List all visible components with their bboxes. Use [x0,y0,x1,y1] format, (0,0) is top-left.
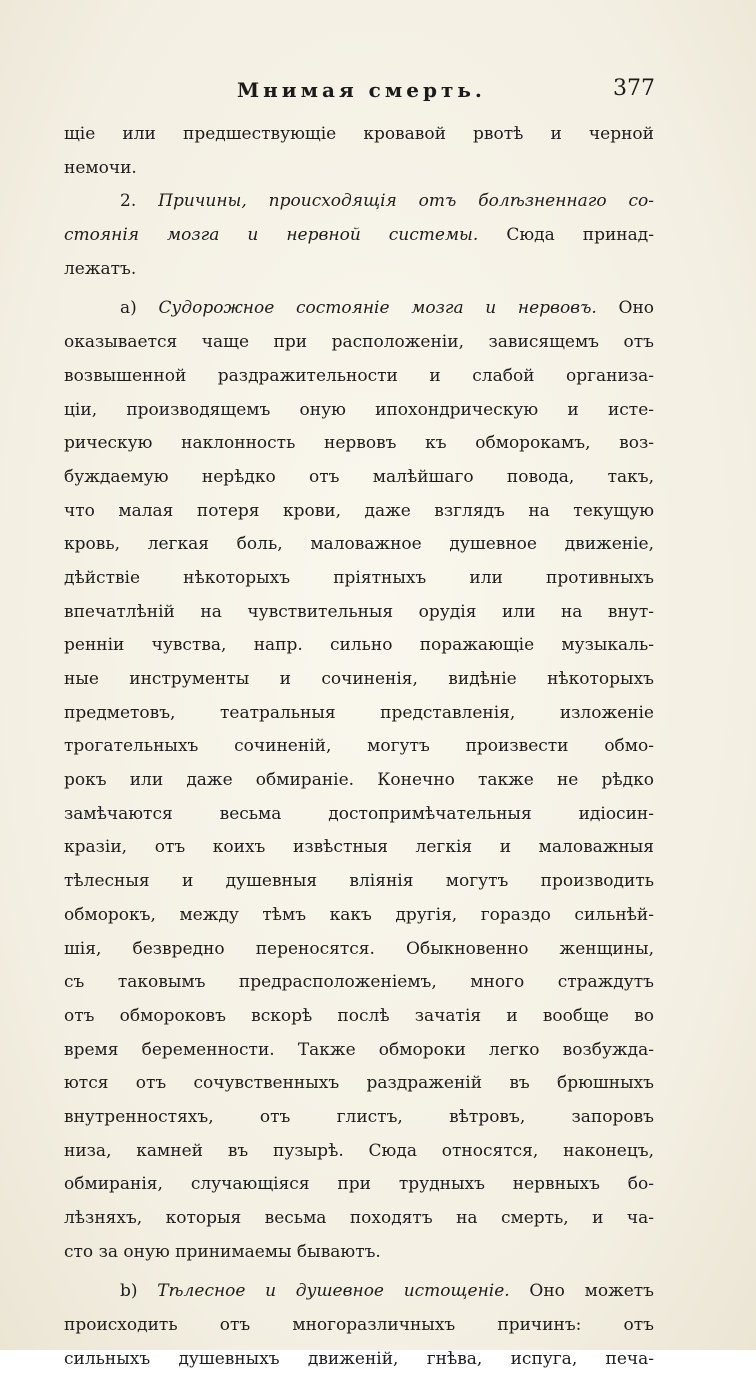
text-line: рическую наклонность нервовъ къ обморокамъ, воз- [64,433,654,454]
text-line: внутренностяхъ, отъ глистъ, вѣтровъ, запоровъ [64,1106,654,1127]
text-line: ются отъ сочувственныхъ раздраженій въ брюшныхъ [64,1073,654,1094]
text-line [64,1275,654,1309]
item-number: 2. [120,191,159,212]
text-line: буждаемую нерѣдко отъ малѣйшаго повода, такъ, [64,466,654,487]
text-fragment: Сюда принад- [478,225,654,246]
text-line: дѣйствіе нѣкоторыхъ пріятныхъ или противныхъ [64,567,654,588]
text-line: тѣлесныя и душевныя вліянія могутъ производить [64,871,654,892]
text-line: трогательныхъ сочиненій, могутъ произвести обмо- [64,736,654,757]
text-line: низа, камней въ пузырѣ. Сюда относятся, наконецъ, [64,1140,654,1161]
text-line: съ таковымъ предрасположеніемъ, много страждутъ [64,972,654,993]
item-letter: b) [120,1281,158,1302]
body-text [64,118,654,1376]
item-letter: a) [120,298,159,319]
text-line: время беременности. Также обмороки легко возбужда- [64,1039,654,1060]
page-header [60,76,660,116]
text-line: обморокъ, между тѣмъ какъ другія, гораздо сильнѣй- [64,904,654,925]
text-fragment: Оно можетъ [509,1281,654,1302]
text-line: ціи, производящемъ оную ипохондрическую и исте- [64,399,654,420]
page-number: 377 [613,76,655,101]
text-line: щіе или предшествующіе кровавой рвотѣ и черной [64,124,654,144]
text-line [64,292,654,326]
text-line: предметовъ, театральныя представленія, изложеніе [64,702,654,723]
text-line: оказывается чаще при расположеніи, зависящемъ отъ [64,332,654,353]
section-heading: стоянія мозга и нервной системы. [64,225,479,246]
text-line: происходить отъ многоразличныхъ причинъ: отъ [64,1315,654,1336]
text-line: сильныхъ душевныхъ движеній, гнѣва, испуга, печа- [64,1348,654,1369]
text-line [64,219,654,253]
text-line: что малая потеря крови, даже взглядъ на текущую [64,500,654,521]
text-line: сто за оную принимаемы бываютъ. [64,1241,381,1262]
running-title: Мнимая смерть. [237,78,486,102]
text-fragment: Оно [596,298,655,319]
subsection-heading: Тѣлесное и душевное истощеніе. [157,1281,510,1302]
text-line: отъ обмороковъ вскорѣ послѣ зачатія и вообще во [64,1005,654,1026]
text-line: возвышенной раздражительности и слабой организа- [64,365,654,386]
text-line: ренніи чувства, напр. сильно поражающіе музыкаль- [64,635,654,656]
text-line: крaзіи, отъ коихъ извѣстныя легкія и маловажныя [64,837,654,858]
subsection-heading: Судорожное состояніе мозга и нервовъ. [158,298,597,319]
text-line: немочи. [64,157,137,178]
text-line: обмиранія, случающіяся при трудныхъ нервныхъ бо- [64,1174,654,1195]
text-line: лежатъ. [64,258,137,279]
text-line: ные инструменты и сочиненія, видѣніе нѣкоторыхъ [64,669,654,689]
text-line: кровь, легкая боль, маловажное душевное движеніе, [64,534,654,555]
section-heading: Причины, происходящія отъ болѣзненнаго со- [158,191,655,212]
text-line: шія, безвредно переносятся. Обыкновенно женщины, [64,938,654,959]
text-line [64,185,654,219]
text-line: замѣчаются весьма достопримѣчательныя идіосин- [64,803,654,824]
text-line: лѣзняхъ, которыя весьма походятъ на смерть, и ча- [64,1208,654,1228]
text-line: впечатлѣній на чувствительныя орудія или на внут- [64,601,654,622]
text-line: рокъ или даже обмираніе. Конечно также не рѣдко [64,770,654,791]
